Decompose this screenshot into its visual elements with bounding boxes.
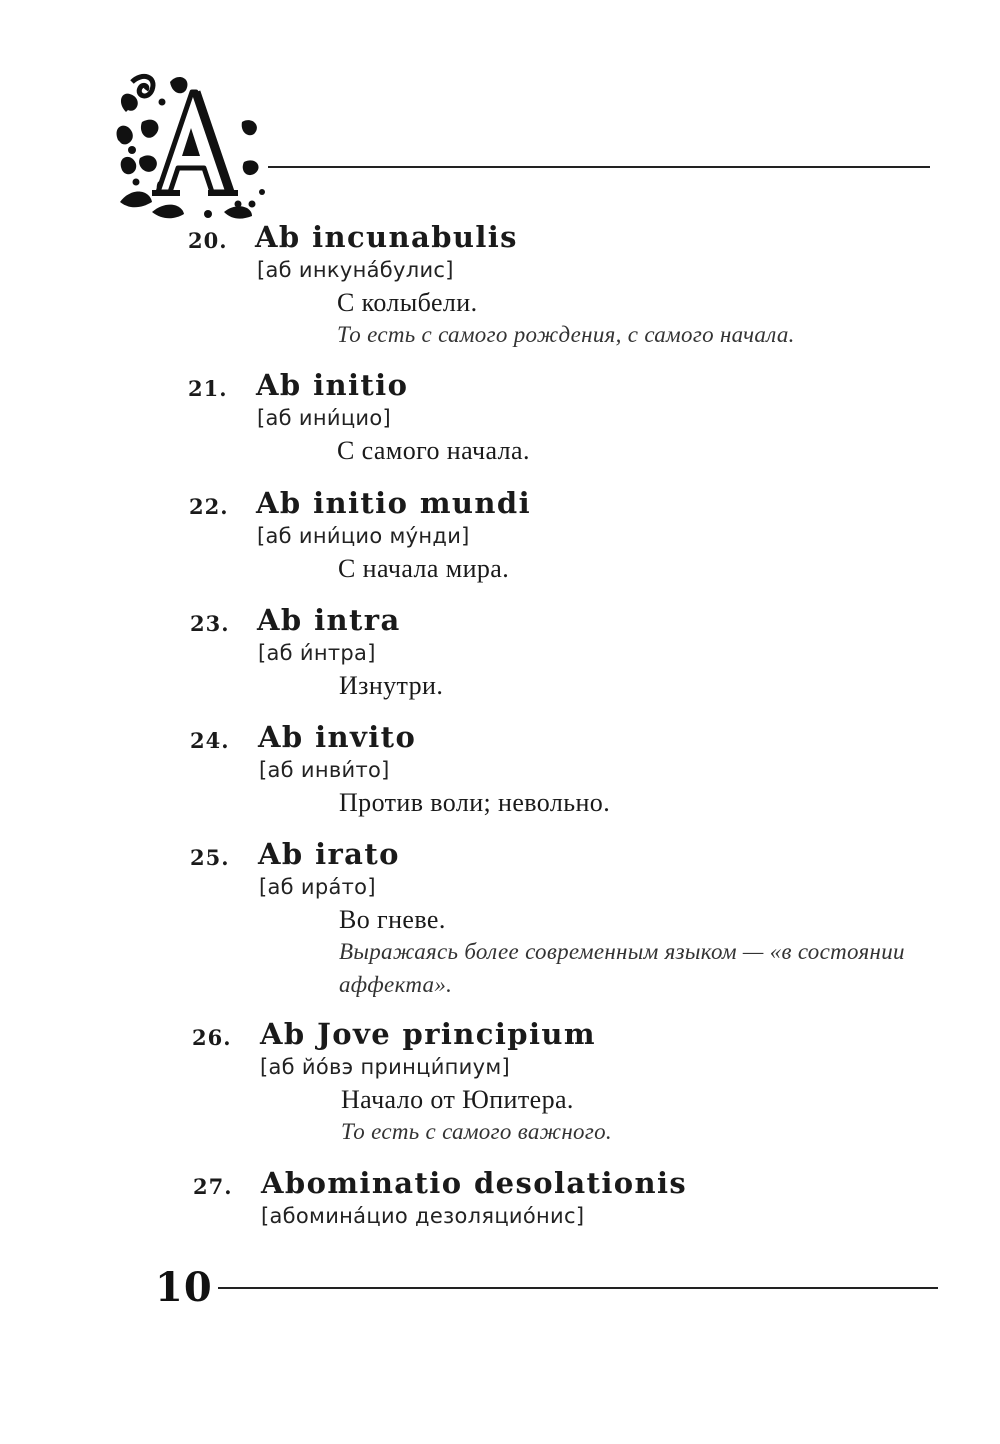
commentary: То есть с самого рождения, с самого начала. <box>337 322 795 347</box>
pronunciation: [аб инкуна́булис] <box>257 258 454 282</box>
latin-phrase: Ab incunabulis <box>255 220 518 254</box>
floral-ornament-icon <box>112 62 272 222</box>
ornamental-initial-letter <box>112 62 272 222</box>
entry-number: 23. <box>190 611 230 636</box>
latin-phrase: Ab initio mundi <box>256 486 531 520</box>
entry-number: 21. <box>188 376 228 401</box>
translation: С самого начала. <box>337 436 530 465</box>
entry-number: 25. <box>190 845 230 870</box>
entry-number: 22. <box>189 494 229 519</box>
pronunciation: [абомина́цио дезоляцио́нис] <box>261 1204 585 1228</box>
translation: Начало от Юпитера. <box>341 1085 574 1114</box>
page-number: 10 <box>155 1264 213 1311</box>
pronunciation: [аб ира́то] <box>259 875 376 899</box>
commentary: Выражаясь более современным языком — «в состоянии аффекта». <box>339 939 905 997</box>
pronunciation: [аб ини́цио му́нди] <box>257 524 470 548</box>
latin-phrase: Abominatio desolationis <box>261 1166 688 1200</box>
translation: Изнутри. <box>339 671 444 700</box>
footer-divider <box>218 1287 938 1289</box>
pronunciation: [аб йо́вэ принци́пиум] <box>260 1055 510 1079</box>
latin-phrase: Ab Jove principium <box>260 1017 596 1051</box>
pronunciation: [аб инви́то] <box>259 758 390 782</box>
commentary: То есть с самого важного. <box>341 1119 612 1144</box>
entry-number: 20. <box>188 228 228 253</box>
entry-number: 24. <box>190 728 230 753</box>
translation: С колыбели. <box>337 288 478 317</box>
translation: Во гневе. <box>339 905 446 934</box>
translation: Против воли; невольно. <box>339 788 611 817</box>
pronunciation: [аб ини́цио] <box>257 406 391 430</box>
translation: С начала мира. <box>338 554 510 583</box>
entry-number: 26. <box>192 1025 232 1050</box>
latin-phrase: Ab invito <box>258 720 417 754</box>
latin-phrase: Ab irato <box>258 837 400 871</box>
entry-number: 27. <box>193 1174 233 1199</box>
pronunciation: [аб и́нтра] <box>258 641 376 665</box>
latin-phrase: Ab initio <box>256 368 409 402</box>
latin-phrase: Ab intra <box>257 603 401 637</box>
header-divider <box>268 166 930 168</box>
